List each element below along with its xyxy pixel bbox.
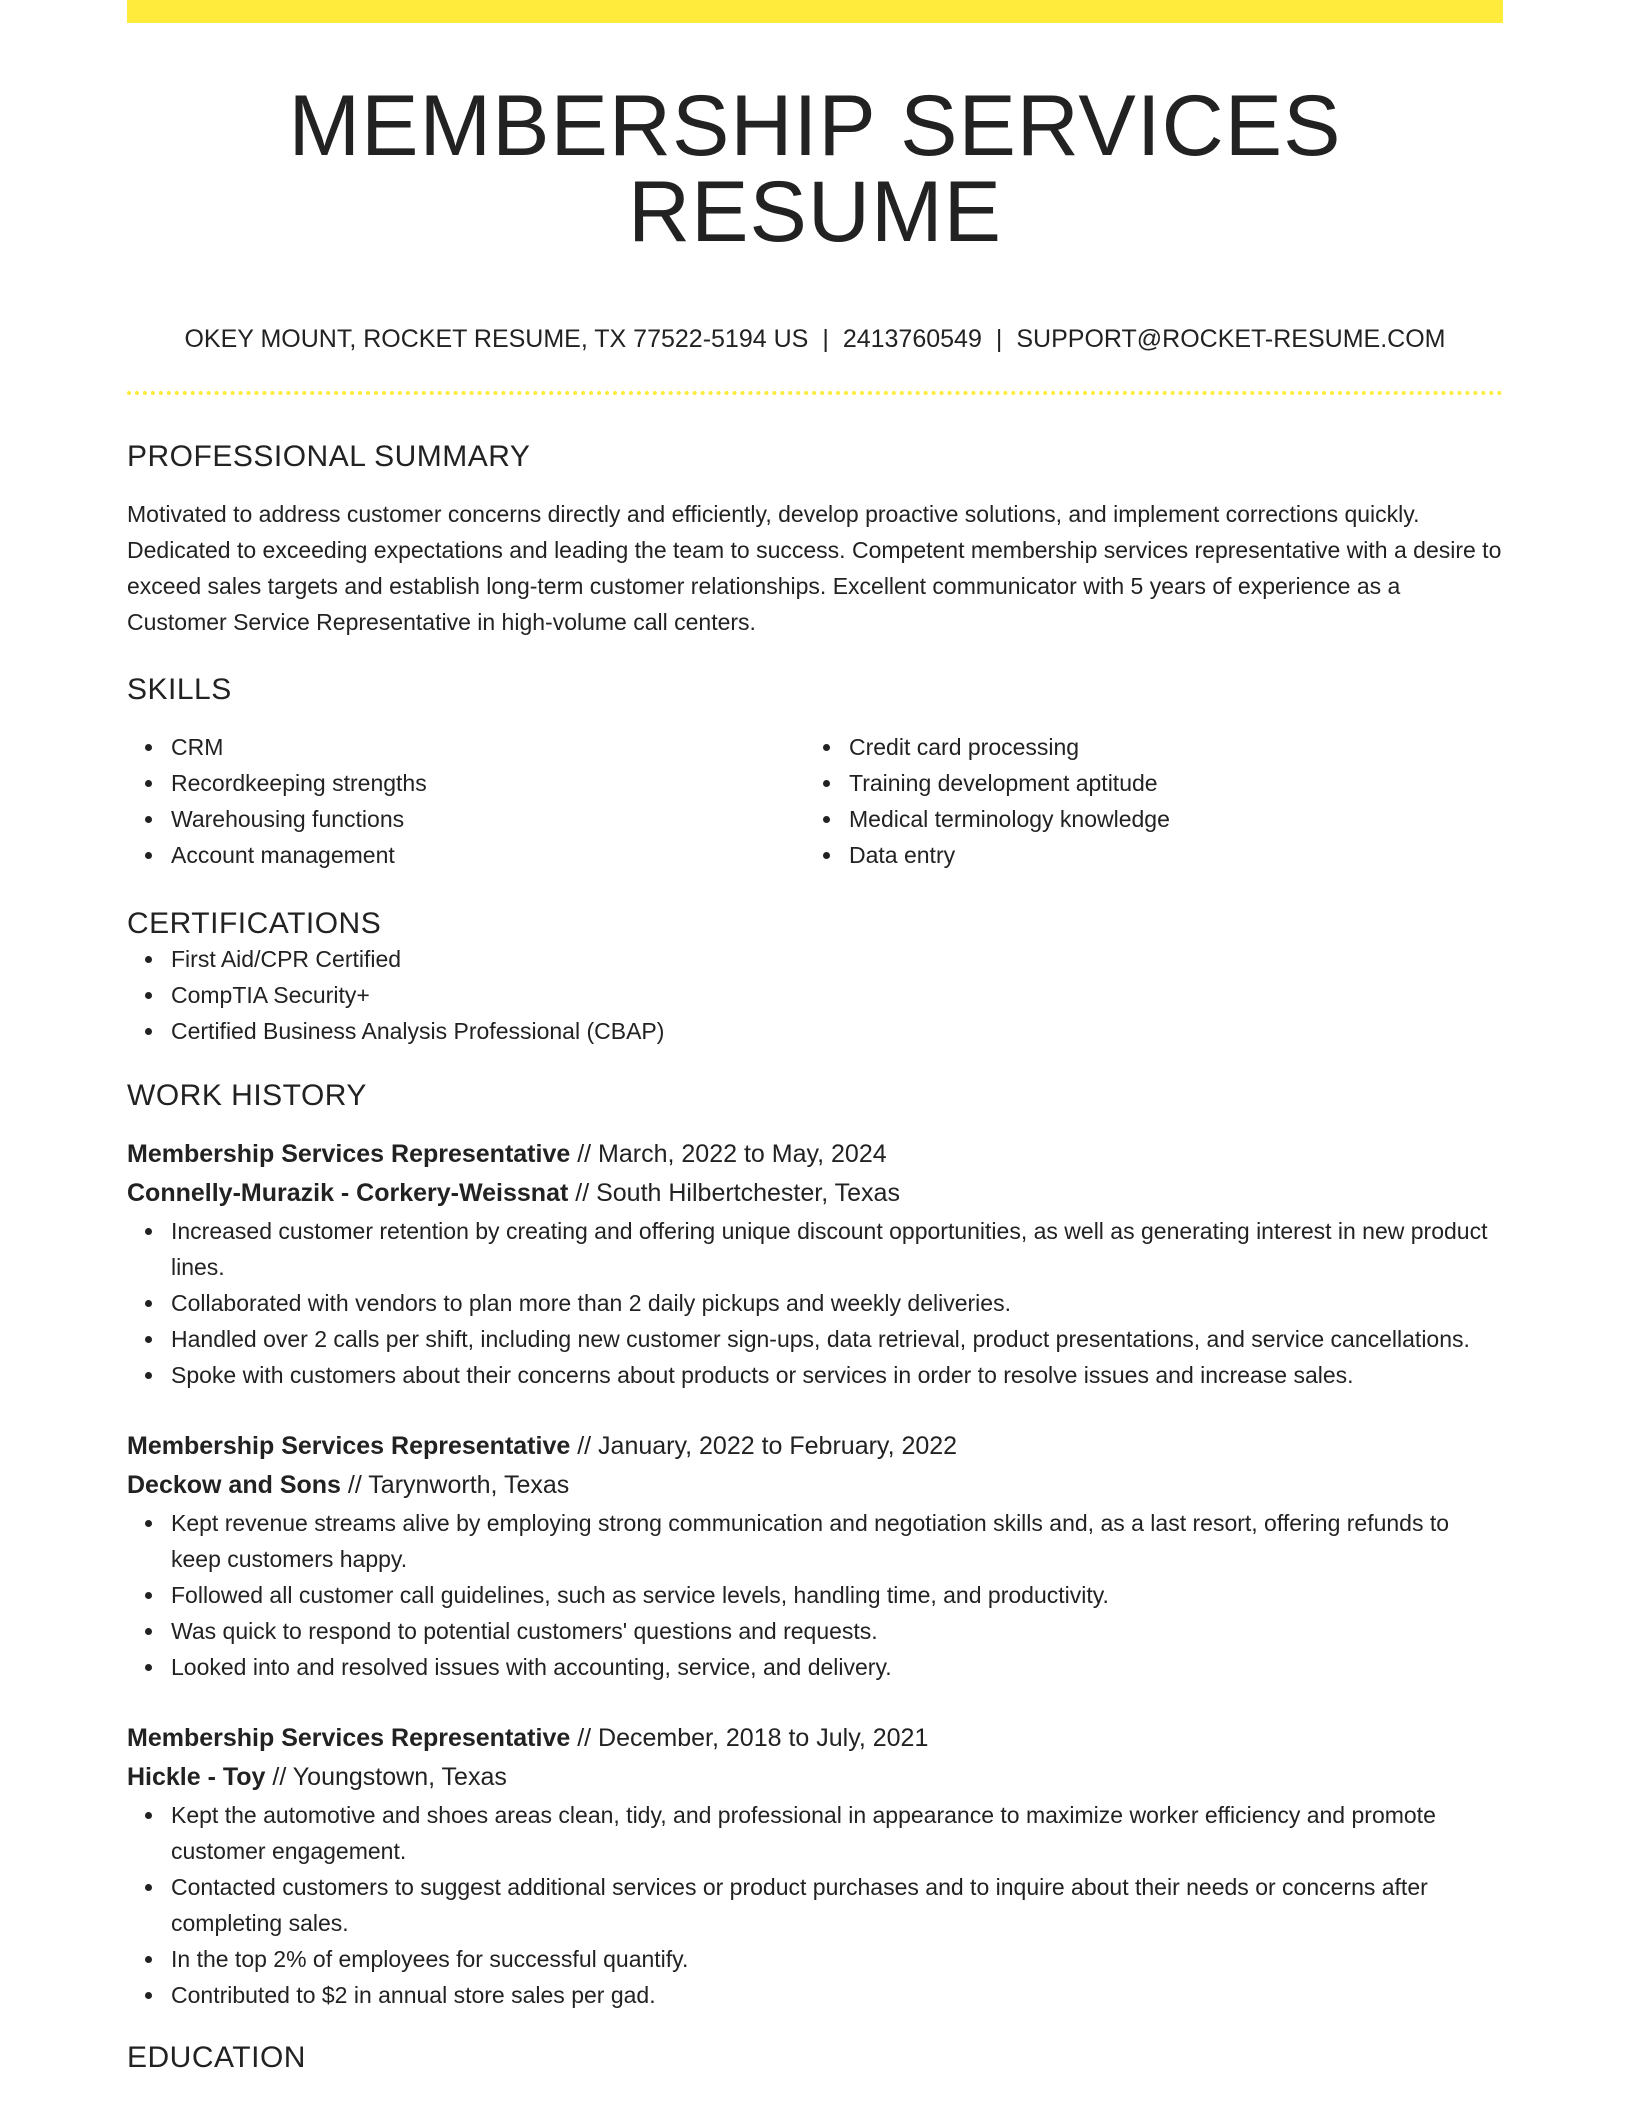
job-bullet: Kept revenue streams alive by employing strong communication and negotiation skills and, as a last resort, offering refunds to keep customers happy. (171, 1505, 1503, 1577)
job-bullets (127, 1797, 1503, 2013)
job-bullet: Handled over 2 calls per shift, including new customer sign-ups, data retrieval, product presentations, and service cancellations. (171, 1321, 1503, 1357)
job-bullet: Collaborated with vendors to plan more than 2 daily pickups and weekly deliveries. (171, 1285, 1503, 1321)
skills-column-left (127, 729, 805, 873)
skill-item: Warehousing functions (171, 801, 805, 837)
certification-item: First Aid/CPR Certified (171, 941, 1503, 977)
skill-item: Data entry (849, 837, 1483, 873)
contact-separator: | (822, 325, 829, 353)
certification-item: Certified Business Analysis Professional (CBAP) (171, 1013, 1503, 1049)
job-title-line (127, 1427, 1503, 1466)
job-title: Membership Services Representative (127, 1432, 571, 1460)
job-company: Deckow and Sons (127, 1471, 341, 1499)
job-company: Hickle - Toy (127, 1763, 266, 1791)
job-title: Membership Services Representative (127, 1140, 571, 1168)
certification-item: CompTIA Security+ (171, 977, 1503, 1013)
job-title-line (127, 1719, 1503, 1758)
job-title-line (127, 1135, 1503, 1174)
job-bullet: Kept the automotive and shoes areas clean, tidy, and professional in appearance to maximize worker efficiency and promote customer engagement. (171, 1797, 1503, 1869)
skill-item: Credit card processing (849, 729, 1483, 765)
job-bullet: Spoke with customers about their concerns about products or services in order to resolve issues and increase sales. (171, 1357, 1503, 1393)
job-company-line (127, 1758, 1503, 1797)
skills-grid (127, 729, 1503, 873)
summary-text: Motivated to address customer concerns directly and efficiently, develop proactive solutions, and implement corrections quickly. Dedicated to exceeding expectations and leading the team to success. Competent membership services representative with a desire to exceed sales targets and establish long-term customer relationships. Excellent communicator with 5 years of experience as a Customer Service Representative in high-volume call centers. (127, 501, 1502, 635)
job-location: // Youngstown, Texas (265, 1763, 507, 1791)
skills-column-right (805, 729, 1483, 873)
job-bullet: Followed all customer call guidelines, such as service levels, handling time, and productivity. (171, 1577, 1503, 1613)
job-bullet: In the top 2% of employees for successful quantify. (171, 1941, 1503, 1977)
dotted-divider (127, 391, 1503, 395)
job-location: // South Hilbertchester, Texas (568, 1179, 900, 1207)
job-bullet: Was quick to respond to potential customers' questions and requests. (171, 1613, 1503, 1649)
education-heading: EDUCATION (127, 2041, 306, 2074)
job-entry (127, 1719, 1503, 2013)
contact-line (127, 325, 1503, 354)
job-bullet: Increased customer retention by creating and offering unique discount opportunities, as well as generating interest in new product lines. (171, 1213, 1503, 1285)
skills-heading: SKILLS (127, 673, 232, 706)
job-entry (127, 1427, 1503, 1685)
skill-item: Medical terminology knowledge (849, 801, 1483, 837)
job-bullets (127, 1505, 1503, 1685)
resume-title: MEMBERSHIP SERVICES RESUME (288, 78, 1342, 260)
job-bullet: Looked into and resolved issues with accounting, service, and delivery. (171, 1649, 1503, 1685)
job-location: // Tarynworth, Texas (340, 1471, 570, 1499)
resume-page (127, 0, 1503, 2075)
certifications-heading: CERTIFICATIONS (127, 907, 382, 940)
contact-email: SUPPORT@ROCKET-RESUME.COM (1016, 325, 1446, 353)
contact-phone: 2413760549 (842, 325, 982, 353)
skill-item: Recordkeeping strengths (171, 765, 805, 801)
certifications-list (127, 941, 1503, 1049)
job-entry (127, 1135, 1503, 1393)
job-title: Membership Services Representative (127, 1724, 571, 1752)
skill-item: Account management (171, 837, 805, 873)
job-company: Connelly-Murazik - Corkery-Weissnat (127, 1179, 569, 1207)
job-company-line (127, 1174, 1503, 1213)
contact-address: OKEY MOUNT, ROCKET RESUME, TX 77522-5194 US (184, 325, 809, 353)
job-bullet: Contacted customers to suggest additional services or product purchases and to inquire about their needs or concerns after completing sales. (171, 1869, 1503, 1941)
job-dates: // December, 2018 to July, 2021 (570, 1724, 929, 1752)
job-bullet: Contributed to $2 in annual store sales per gad. (171, 1977, 1503, 2013)
summary-heading: PROFESSIONAL SUMMARY (127, 440, 531, 473)
skill-item: CRM (171, 729, 805, 765)
job-bullets (127, 1213, 1503, 1393)
job-dates: // January, 2022 to February, 2022 (570, 1432, 958, 1460)
skill-item: Training development aptitude (849, 765, 1483, 801)
job-company-line (127, 1466, 1503, 1505)
job-dates: // March, 2022 to May, 2024 (570, 1140, 887, 1168)
contact-separator: | (995, 325, 1003, 353)
work-history-heading: WORK HISTORY (127, 1079, 367, 1112)
top-accent-bar (127, 0, 1503, 23)
